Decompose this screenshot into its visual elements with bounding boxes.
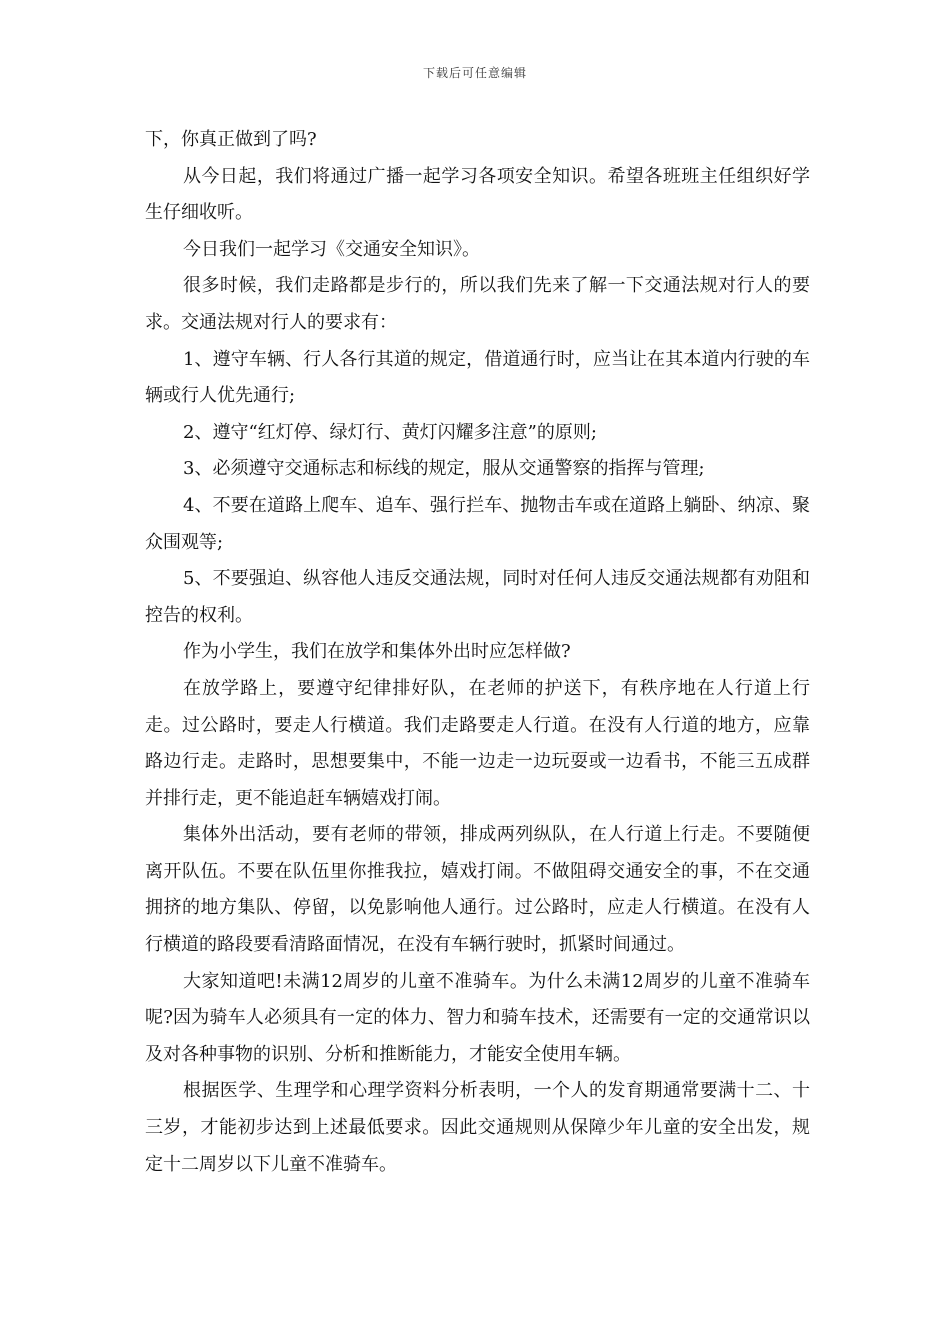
- paragraph: 在放学路上，要遵守纪律排好队，在老师的护送下，有秩序地在人行道上行走。过公路时，要走人行横道。我们走路要走人行道。在没有人行道的地方，应靠路边行走。走路时，思想要集中，不能一边走一边玩耍或一边看书，不能三五成群并排行走，更不能追赶车辆嬉戏打闹。: [145, 677, 810, 809]
- paragraph: 2、遵守“红灯停、绿灯行、黄灯闪耀多注意”的原则;: [183, 421, 597, 443]
- paragraph: 从今日起，我们将通过广播一起学习各项安全知识。希望各班班主任组织好学生仔细收听。: [145, 165, 810, 224]
- document-body: [145, 122, 810, 1183]
- page-header-note: 下载后可任意编辑: [422, 66, 527, 80]
- paragraph: 集体外出活动，要有老师的带领，排成两列纵队，在人行道上行走。不要随便离开队伍。不要在队伍里你推我拉，嬉戏打闹。不做阻碍交通安全的事，不在交通拥挤的地方集队、停留，以免影响他人通行。过公路时，应走人行横道。在没有人行横道的路段要看清路面情况，在没有车辆行驶时，抓紧时间通过。: [145, 824, 810, 956]
- paragraph: 4、不要在道路上爬车、追车、强行拦车、抛物击车或在道路上躺卧、纳凉、聚众围观等;: [145, 494, 810, 553]
- paragraph: 根据医学、生理学和心理学资料分析表明，一个人的发育期通常要满十二、十三岁，才能初步达到上述最低要求。因此交通规则从保障少年儿童的安全出发，规定十二周岁以下儿童不准骑车。: [145, 1080, 810, 1175]
- paragraph: 5、不要强迫、纵容他人违反交通法规，同时对任何人违反交通法规都有劝阻和控告的权利。: [145, 568, 810, 626]
- paragraph: 1、遵守车辆、行人各行其道的规定，借道通行时，应当让在其本道内行驶的车辆或行人优先通行;: [145, 348, 810, 407]
- paragraph: 作为小学生，我们在放学和集体外出时应怎样做?: [183, 641, 571, 663]
- paragraph: 下，你真正做到了吗?: [145, 129, 317, 150]
- paragraph: 今日我们一起学习《交通安全知识》。: [183, 238, 480, 260]
- paragraph: 很多时候，我们走路都是步行的，所以我们先来了解一下交通法规对行人的要求。交通法规对行人的要求有：: [145, 275, 810, 333]
- paragraph: 大家知道吧!未满12周岁的儿童不准骑车。为什么未满12周岁的儿童不准骑车呢?因为骑车人必须具有一定的体力、智力和骑车技术，还需要有一定的交通常识以及对各种事物的识别、分析和推断能力，才能安全使用车辆。: [145, 970, 810, 1065]
- paragraph: 3、必须遵守交通标志和标线的规定，服从交通警察的指挥与管理;: [183, 458, 705, 480]
